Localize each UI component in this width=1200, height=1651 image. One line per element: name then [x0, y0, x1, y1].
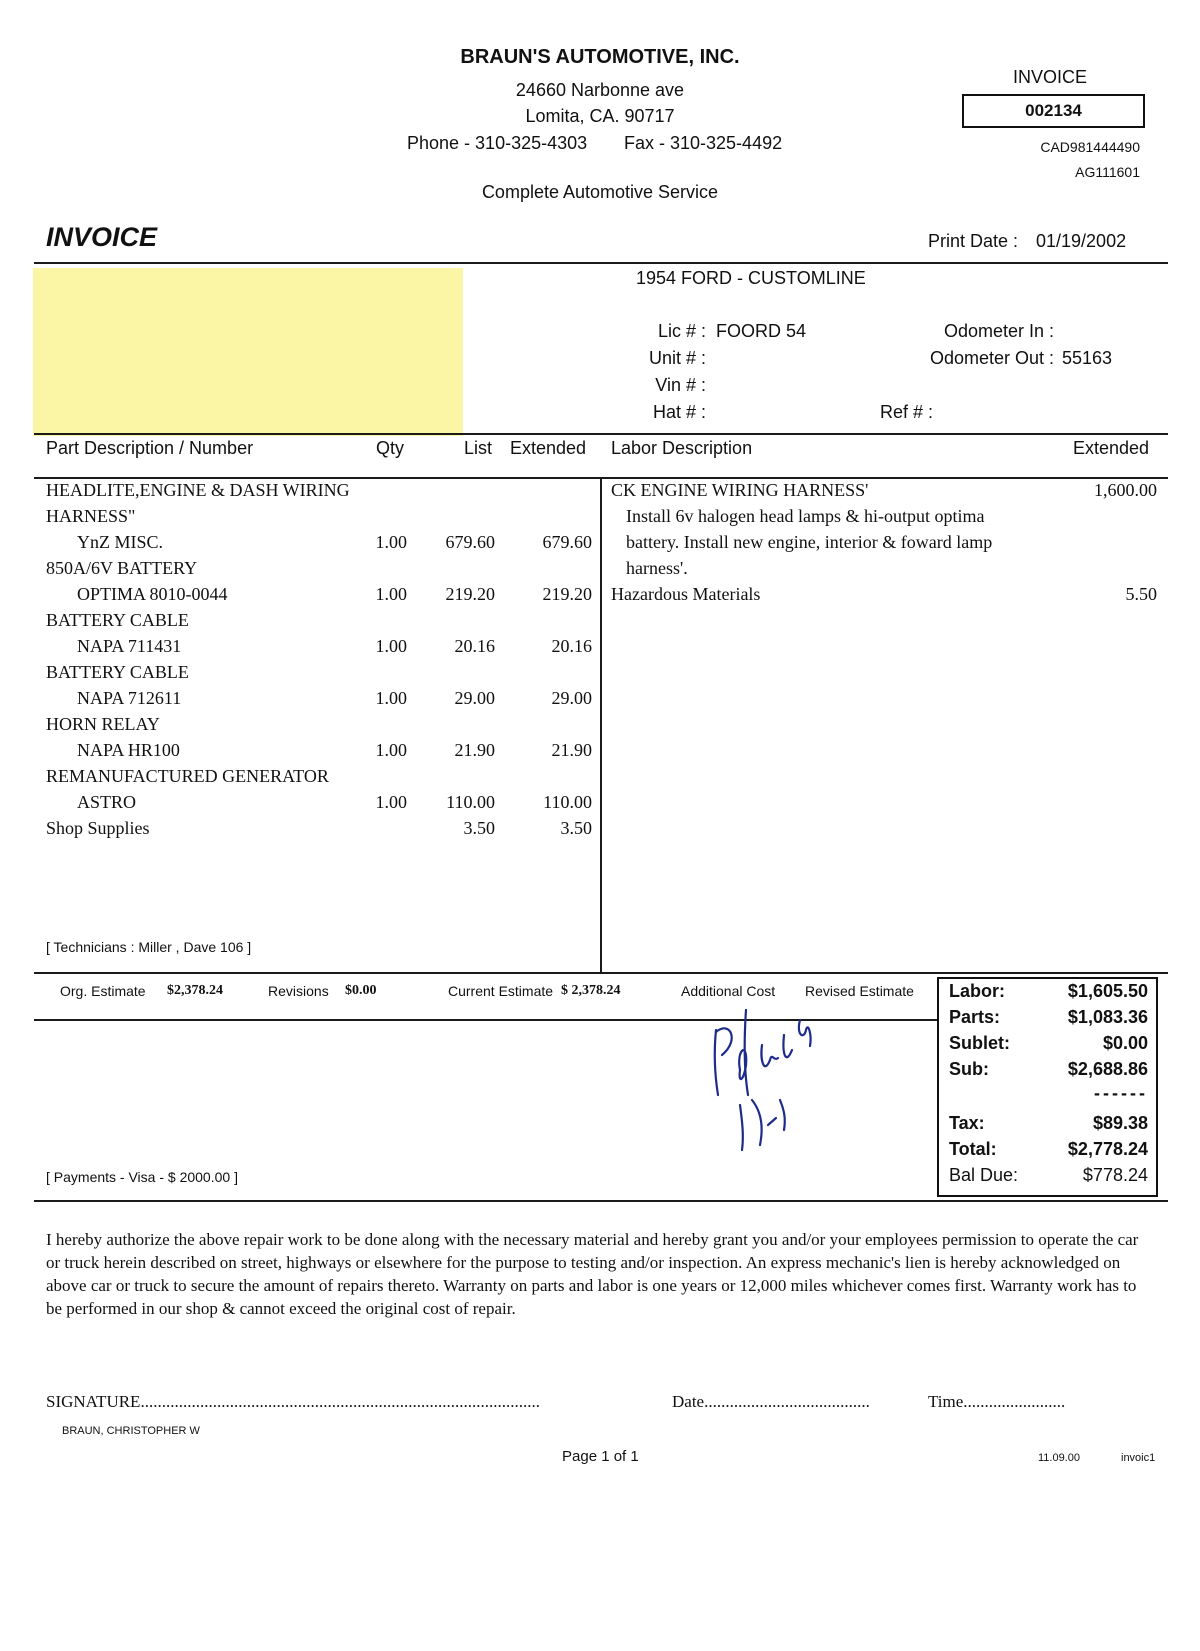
- parts-header-list: List: [464, 438, 493, 458]
- subtotal-rule: ------: [1094, 1083, 1148, 1103]
- parts-row: [0, 818, 600, 844]
- labor-extended-price: 5.50: [1125, 584, 1157, 604]
- parts-row: [0, 558, 600, 584]
- part-qty: 1.00: [375, 688, 407, 708]
- odometer-in-label: Odometer In :: [943, 321, 1054, 341]
- part-qty: 1.00: [375, 636, 407, 656]
- subtotal-value: $2,688.86: [1067, 1059, 1148, 1079]
- part-qty: 1.00: [375, 792, 407, 812]
- license-number-1: CAD981444490: [1040, 139, 1140, 155]
- part-extended-price: 679.60: [542, 532, 592, 552]
- part-qty: 1.00: [375, 532, 407, 552]
- part-list-price: 29.00: [454, 688, 495, 708]
- print-date: 01/19/2002: [1036, 231, 1127, 251]
- part-extended-price: 20.16: [551, 636, 592, 656]
- labor-description: CK ENGINE WIRING HARNESS': [611, 480, 869, 500]
- labor-header-description: Labor Description: [611, 438, 753, 458]
- part-description: NAPA 711431: [77, 636, 182, 656]
- time-line: Time........................: [928, 1392, 1066, 1411]
- labor-description: battery. Install new engine, interior & foward lamp: [626, 532, 993, 552]
- redacted-customer-info: [33, 268, 463, 436]
- parts-row: [0, 506, 600, 532]
- part-extended-price: 110.00: [543, 792, 592, 812]
- address-line-2: Lomita, CA. 90717: [525, 106, 675, 126]
- labor-total-label: Labor:: [949, 981, 1005, 1001]
- part-description: BATTERY CABLE: [46, 610, 189, 630]
- part-description: HEADLITE,ENGINE & DASH WIRING: [46, 480, 350, 500]
- form-date: 11.09.00: [1038, 1452, 1081, 1464]
- part-list-price: 219.20: [445, 584, 495, 604]
- authorization-text: I hereby authorize the above repair work to be done along with the necessary material and hereby grant you and/or your employees permission to operate the car or truck herein described on street, highways or elsewhere for the purpose to testing and/or inspection. An express mechanic's lien is hereby acknowledged on above car or truck to secure the amount of repairs thereto. Warranty on parts and labor is one years or 12,000 miles whichever comes first. Warranty work has to be performed in our shop & cannot exceed the original cost of repair.: [46, 1230, 1139, 1318]
- labor-description: Hazardous Materials: [611, 584, 761, 604]
- labor-row: [600, 480, 1168, 506]
- vehicle-description: 1954 FORD - CUSTOMLINE: [636, 268, 866, 288]
- parts-row: [0, 792, 600, 818]
- part-list-price: 679.60: [445, 532, 495, 552]
- lic-value: FOORD 54: [716, 321, 807, 341]
- date-line: Date.......................................: [672, 1392, 870, 1411]
- page-title: INVOICE: [46, 222, 158, 252]
- vin-label: Vin # :: [655, 375, 706, 395]
- part-description: BATTERY CABLE: [46, 662, 189, 682]
- part-description: Shop Supplies: [46, 818, 150, 838]
- header-divider: [34, 262, 1168, 264]
- handwritten-paid-note: [700, 1000, 830, 1160]
- parts-row: [0, 740, 600, 766]
- part-list-price: 110.00: [446, 792, 495, 812]
- address-line-1: 24660 Narbonne ave: [515, 80, 685, 100]
- signature-line: SIGNATURE..............................................................................................: [46, 1392, 540, 1411]
- org-estimate-label: Org. Estimate: [60, 983, 146, 999]
- part-extended-price: 21.90: [551, 740, 592, 760]
- part-list-price: 21.90: [454, 740, 495, 760]
- parts-row: [0, 584, 600, 610]
- parts-row: [0, 636, 600, 662]
- labor-row: [600, 506, 1168, 532]
- part-description: NAPA HR100: [77, 740, 180, 760]
- part-description: 850A/6V BATTERY: [46, 558, 198, 578]
- additional-cost-label: Additional Cost: [681, 983, 776, 999]
- form-id: invoic1: [1121, 1452, 1156, 1464]
- parts-row: [0, 662, 600, 688]
- grand-total-value: $2,778.24: [1067, 1139, 1148, 1159]
- current-estimate-label: Current Estimate: [448, 983, 554, 999]
- labor-extended-price: 1,600.00: [1094, 480, 1157, 500]
- license-number-2: AG111601: [1075, 164, 1140, 180]
- parts-total-value: $1,083.36: [1067, 1007, 1148, 1027]
- part-description: NAPA 712611: [77, 688, 182, 708]
- labor-total-value: $1,605.50: [1067, 981, 1148, 1001]
- invoice-label: INVOICE: [1013, 67, 1088, 87]
- hat-label: Hat # :: [652, 402, 706, 422]
- payments: [ Payments - Visa - $ 2000.00 ]: [46, 1169, 238, 1185]
- org-estimate-value: $2,378.24: [167, 983, 223, 998]
- invoice-number: 002134: [962, 94, 1145, 128]
- current-estimate-value: $ 2,378.24: [561, 983, 621, 998]
- customer-name: BRAUN, CHRISTOPHER W: [62, 1425, 200, 1437]
- parts-header-extended: Extended: [510, 438, 587, 458]
- parts-row: [0, 532, 600, 558]
- part-description: ASTRO: [77, 792, 137, 812]
- tax-value: $89.38: [1092, 1113, 1148, 1133]
- tagline: Complete Automotive Service: [481, 182, 719, 202]
- labor-row: [600, 558, 1168, 584]
- payments-divider: [34, 1200, 1168, 1202]
- odometer-out-value: 55163: [1062, 348, 1113, 368]
- labor-description: harness'.: [626, 558, 688, 578]
- part-list-price: 3.50: [463, 818, 495, 838]
- part-description: REMANUFACTURED GENERATOR: [46, 766, 329, 786]
- estimate-divider-top: [34, 972, 1168, 974]
- fax-number: Fax - 310-325-4492: [624, 133, 783, 153]
- revised-estimate-label: Revised Estimate: [805, 983, 914, 999]
- company-name: BRAUN'S AUTOMOTIVE, INC.: [460, 46, 740, 68]
- labor-description: Install 6v halogen head lamps & hi-output optima: [626, 506, 985, 526]
- tax-label: Tax:: [949, 1113, 985, 1133]
- labor-row: [600, 584, 1168, 610]
- parts-row: [0, 714, 600, 740]
- subtotal-label: Sub:: [949, 1059, 989, 1079]
- part-qty: 1.00: [375, 740, 407, 760]
- technicians: [ Technicians : Miller , Dave 106 ]: [46, 939, 252, 955]
- parts-row: [0, 610, 600, 636]
- part-description: OPTIMA 8010-0044: [77, 584, 228, 604]
- labor-header-extended: Extended: [1073, 438, 1150, 458]
- revisions-value: $0.00: [345, 983, 377, 998]
- parts-header-qty: Qty: [376, 438, 405, 458]
- balance-due-value: $778.24: [1082, 1165, 1148, 1185]
- part-list-price: 20.16: [454, 636, 495, 656]
- lic-label: Lic # :: [657, 321, 706, 341]
- phone-number: Phone - 310-325-4303: [407, 133, 588, 153]
- print-date-label: Print Date :: [928, 231, 1019, 251]
- parts-total-label: Parts:: [949, 1007, 1001, 1027]
- vehicle-divider: [34, 433, 1168, 435]
- part-description: HORN RELAY: [46, 714, 160, 734]
- revisions-label: Revisions: [268, 983, 329, 999]
- parts-row: [0, 688, 600, 714]
- totals-box: [937, 977, 1158, 1197]
- unit-label: Unit # :: [648, 348, 706, 368]
- labor-row: [600, 532, 1168, 558]
- odometer-out-label: Odometer Out :: [929, 348, 1054, 368]
- ref-label: Ref # :: [880, 402, 934, 422]
- sublet-total-value: $0.00: [1102, 1033, 1148, 1053]
- part-extended-price: 29.00: [551, 688, 592, 708]
- part-qty: 1.00: [375, 584, 407, 604]
- part-description: HARNESS": [46, 506, 136, 526]
- parts-header-description: Part Description / Number: [46, 438, 254, 458]
- sublet-total-label: Sublet:: [949, 1033, 1010, 1053]
- part-description: YnZ MISC.: [77, 532, 164, 552]
- part-extended-price: 3.50: [560, 818, 592, 838]
- parts-row: [0, 766, 600, 792]
- grand-total-label: Total:: [949, 1139, 997, 1159]
- page-number: Page 1 of 1: [562, 1448, 639, 1465]
- balance-due-label: Bal Due:: [949, 1165, 1019, 1185]
- part-extended-price: 219.20: [542, 584, 592, 604]
- parts-row: [0, 480, 600, 506]
